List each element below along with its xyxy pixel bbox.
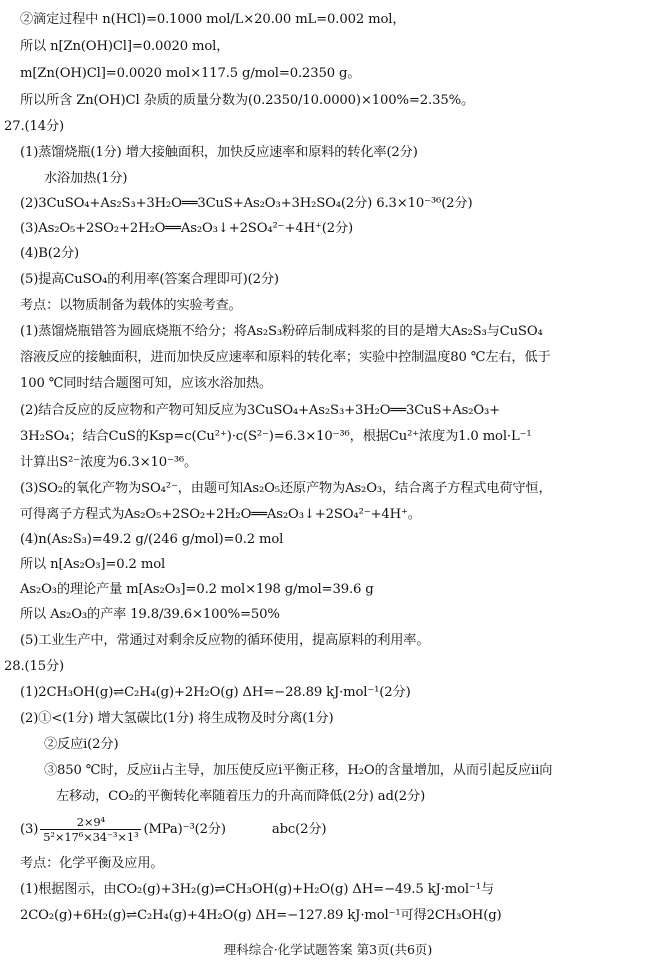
text-line: 所以所含 Zn(OH)Cl 杂质的质量分数为(0.2350/10.0000)×100%=2.35%。 bbox=[20, 93, 474, 108]
text-line: 2CO₂(g)+6H₂(g)⇌C₂H₄(g)+4H₂O(g) ΔH=−127.89 kJ·mol⁻¹可得2CH₃OH(g) bbox=[20, 908, 502, 923]
text-line: (2)3CuSO₄+As₂S₃+3H₂O══3CuS+As₂O₃+3H₂SO₄(2分) 6.3×10⁻³⁶(2分) bbox=[20, 196, 473, 211]
fraction-numerator: 2×9⁴ bbox=[40, 815, 141, 830]
text-line: 所以 n[Zn(OH)Cl]=0.0020 mol， bbox=[20, 39, 230, 54]
text-line: 所以 n[As₂O₃]=0.2 mol bbox=[20, 557, 166, 572]
text-line: 溶液反应的接触面积，进而加快反应速率和原料的转化率；实验中控制温度80 ℃左右，低于 bbox=[20, 350, 551, 365]
text-line: (3)SO₂的氧化产物为SO₄²⁻，由题可知As₂O₅还原产物为As₂O₃，结合离子方程式电荷守恒， bbox=[20, 481, 552, 496]
fraction-unit: (MPa)⁻³(2分) bbox=[143, 822, 226, 837]
text-line: (2)①<(1分) 增大氢碳比(1分) 将生成物及时分离(1分) bbox=[20, 711, 334, 726]
text-line: (4)n(As₂S₃)=49.2 g/(246 g/mol)=0.2 mol bbox=[20, 532, 284, 547]
text-line: (4)B(2分) bbox=[20, 246, 80, 261]
text-line: (5)工业生产中，常通过对剩余反应物的循环使用，提高原料的利用率。 bbox=[20, 633, 430, 648]
page-footer: 理科综合·化学试题答案 第3页(共6页) bbox=[223, 942, 433, 957]
fraction-prefix: (3) bbox=[20, 822, 39, 837]
fraction-answer: abc(2分) bbox=[271, 822, 327, 837]
question-heading: 28.(15分) bbox=[4, 659, 65, 674]
fraction-denominator: 5²×17⁶×34⁻³×1³ bbox=[43, 830, 139, 844]
text-line: ②滴定过程中 n(HCl)=0.1000 mol/L×20.00 mL=0.002 mol， bbox=[20, 12, 406, 27]
text-line: ③850 ℃时，反应ⅱ占主导，加压使反应ⅰ平衡正移，H₂O的含量增加，从而引起反应ⅱ向 bbox=[44, 763, 553, 778]
text-line: 水浴加热(1分) bbox=[44, 171, 128, 186]
question-heading: 27.(14分) bbox=[4, 119, 65, 134]
text-line: (1)蒸馏烧瓶错答为圆底烧瓶不给分；将As₂S₃粉碎后制成料浆的目的是增大As₂S₃与CuSO₄ bbox=[20, 324, 543, 339]
text-line: (2)结合反应的反应物和产物可知反应为3CuSO₄+As₂S₃+3H₂O══3CuS+As₂O₃+ bbox=[20, 403, 501, 418]
text-line: As₂O₃的理论产量 m[As₂O₃]=0.2 mol×198 g/mol=39.6 g bbox=[20, 582, 374, 597]
text-line: (5)提高CuSO₄的利用率(答案合理即可)(2分) bbox=[20, 272, 279, 287]
text-line: 3H₂SO₄；结合CuS的Ksp=c(Cu²⁺)·c(S²⁻)=6.3×10⁻³⁶，根据Cu²⁺浓度为1.0 mol·L⁻¹ bbox=[20, 429, 532, 444]
text-line: 计算出S²⁻浓度为6.3×10⁻³⁶。 bbox=[20, 455, 198, 470]
text-line: (3)As₂O₅+2SO₂+2H₂O══As₂O₃↓+2SO₄²⁻+4H⁺(2分) bbox=[20, 221, 354, 236]
section-label: 考点：以物质制备为载体的实验考查。 bbox=[20, 298, 242, 313]
text-line: 可得离子方程式为As₂O₅+2SO₂+2H₂O══As₂O₃↓+2SO₄²⁻+4H⁺。 bbox=[20, 507, 421, 522]
text-line: 左移动，CO₂的平衡转化率随着压力的升高而降低(2分) ad(2分) bbox=[56, 789, 426, 804]
text-line: m[Zn(OH)Cl]=0.0020 mol×117.5 g/mol=0.2350 g。 bbox=[20, 66, 361, 81]
fraction bbox=[40, 815, 141, 844]
text-line: 所以 As₂O₃的产率 19.8/39.6×100%=50% bbox=[20, 607, 280, 622]
text-line: 100 ℃同时结合题图可知，应该水浴加热。 bbox=[20, 376, 272, 391]
text-line: (1)蒸馏烧瓶(1分) 增大接触面积，加快反应速率和原料的转化率(2分) bbox=[20, 145, 418, 160]
text-line: (1)根据图示，由CO₂(g)+3H₂(g)⇌CH₃OH(g)+H₂O(g) ΔH=−49.5 kJ·mol⁻¹与 bbox=[20, 882, 494, 897]
fraction-line bbox=[20, 810, 656, 850]
text-line: (1)2CH₃OH(g)⇌C₂H₄(g)+2H₂O(g) ΔH=−28.89 kJ·mol⁻¹(2分) bbox=[20, 685, 411, 700]
section-label: 考点：化学平衡及应用。 bbox=[20, 856, 164, 871]
text-line: ②反应ⅰ(2分) bbox=[44, 737, 119, 752]
